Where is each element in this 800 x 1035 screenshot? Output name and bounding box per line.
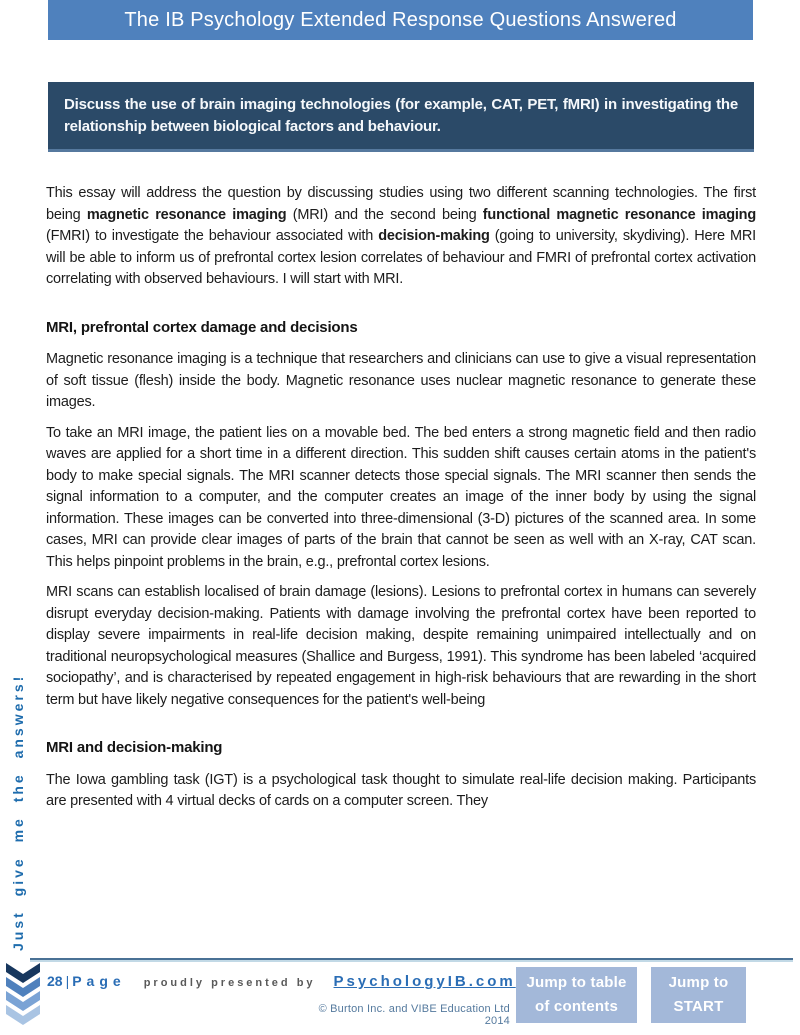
vertical-slogan: Just give me the answers!: [10, 673, 26, 951]
chevron-layer-dark: [6, 963, 40, 983]
paragraph: MRI scans can establish localised of brain damage (lesions). Lesions to prefrontal cortex in humans can severely disrupt everyday decision-making. Patients with damage involving the prefrontal cortex have been reported to display severe impairments in real-life decision making, despite remaining unimpaired intellectually and on traditional neuropsychological measures (Shallice and Burgess, 1991). This syndrome has been labeled ‘acquired sociopathy’, and is characterised by repeated engagement in high-risk behaviours that are rewarding in the short term but have likely negative consequences for the patient's well-being: [46, 584, 756, 708]
footer-divider: [30, 958, 793, 960]
paragraph: To take an MRI image, the patient lies on a movable bed. The bed enters a strong magnetic field and then radio waves are applied for a short time in a different direction. This sudden shift causes certain atoms in the patient's body to make special signals. The MRI scanner detects those special signals. The MRI scanner then sends the signal information to a computer, and the computer creates an image of the inner body by using the signal information. These images can be converted into three-dimensional (3-D) pictures of the scanned area. In some cases, MRI can provide clear images of parts of the brain that cannot be seen as well with an X-ray, CAT scan. This helps pinpoint problems in the brain, e.g., prefrontal cortex lesions.: [46, 424, 756, 570]
essay-content: [46, 183, 756, 822]
section-heading-mri-damage: MRI, prefrontal cortex damage and decisions: [46, 318, 358, 336]
paragraph: The Iowa gambling task (IGT) is a psychological task thought to simulate real-life decision making. Participants are presented with 4 virtual decks of cards on a computer screen. They: [46, 771, 756, 809]
page-title: The IB Psychology Extended Response Questions Answered: [124, 8, 677, 31]
intro-seg2: (MRI) and the second being: [286, 206, 483, 223]
page-label: Page: [72, 973, 126, 989]
copyright-text: © Burton Inc. and VIBE Education Ltd 2014: [318, 1003, 510, 1027]
page-number-group: [47, 973, 126, 989]
page-number-separator: |: [65, 973, 70, 989]
chevron-logo-icon: [5, 963, 41, 1025]
jump-to-start-label-line1: Jump to: [668, 974, 729, 991]
jump-to-start-button[interactable]: [651, 967, 746, 1023]
jump-to-contents-label-line2: of contents: [534, 998, 619, 1015]
jump-to-start-label-line2: START: [673, 998, 724, 1015]
intro-bold-fmri: functional magnetic resonance imaging: [482, 206, 756, 223]
section-heading-mri-decision: MRI and decision-making: [46, 739, 223, 756]
site-link[interactable]: PsychologyIB.com: [333, 973, 516, 990]
intro-seg1: This essay will address the question by discussing studies using two different scanning technologies. The first being: [46, 185, 756, 223]
presented-by-text: proudly presented by: [143, 977, 316, 989]
intro-seg4: (going to university, skydiving). Here MRI will be able to inform us of prefrontal cortex lesion correlates of behaviour and FMRI of prefrontal cortex activation correlating with observed behaviours. I will start with MRI.: [46, 228, 756, 287]
jump-to-contents-label-line1: Jump to table: [526, 974, 627, 991]
paragraph: Magnetic resonance imaging is a technique that researchers and clinicians can use to give a visual representation of soft tissue (flesh) inside the body. Magnetic resonance uses nuclear magnetic resonance to generate these images.: [46, 351, 756, 410]
page-number: 28: [47, 973, 63, 989]
question-text: Discuss the use of brain imaging technologies (for example, CAT, PET, fMRI) in investigating the relationship between biological factors and behaviour.: [64, 96, 738, 135]
footer-info-row: [47, 973, 516, 990]
jump-to-contents-button[interactable]: [516, 967, 637, 1023]
header-bar: [48, 0, 753, 40]
intro-bold-decision: decision-making: [378, 228, 490, 244]
intro-bold-mri: magnetic resonance imaging: [86, 206, 287, 223]
question-box: [48, 82, 754, 152]
intro-seg3: (FMRI) to investigate the behaviour associated with: [46, 228, 379, 244]
intro-paragraph: [46, 183, 756, 291]
